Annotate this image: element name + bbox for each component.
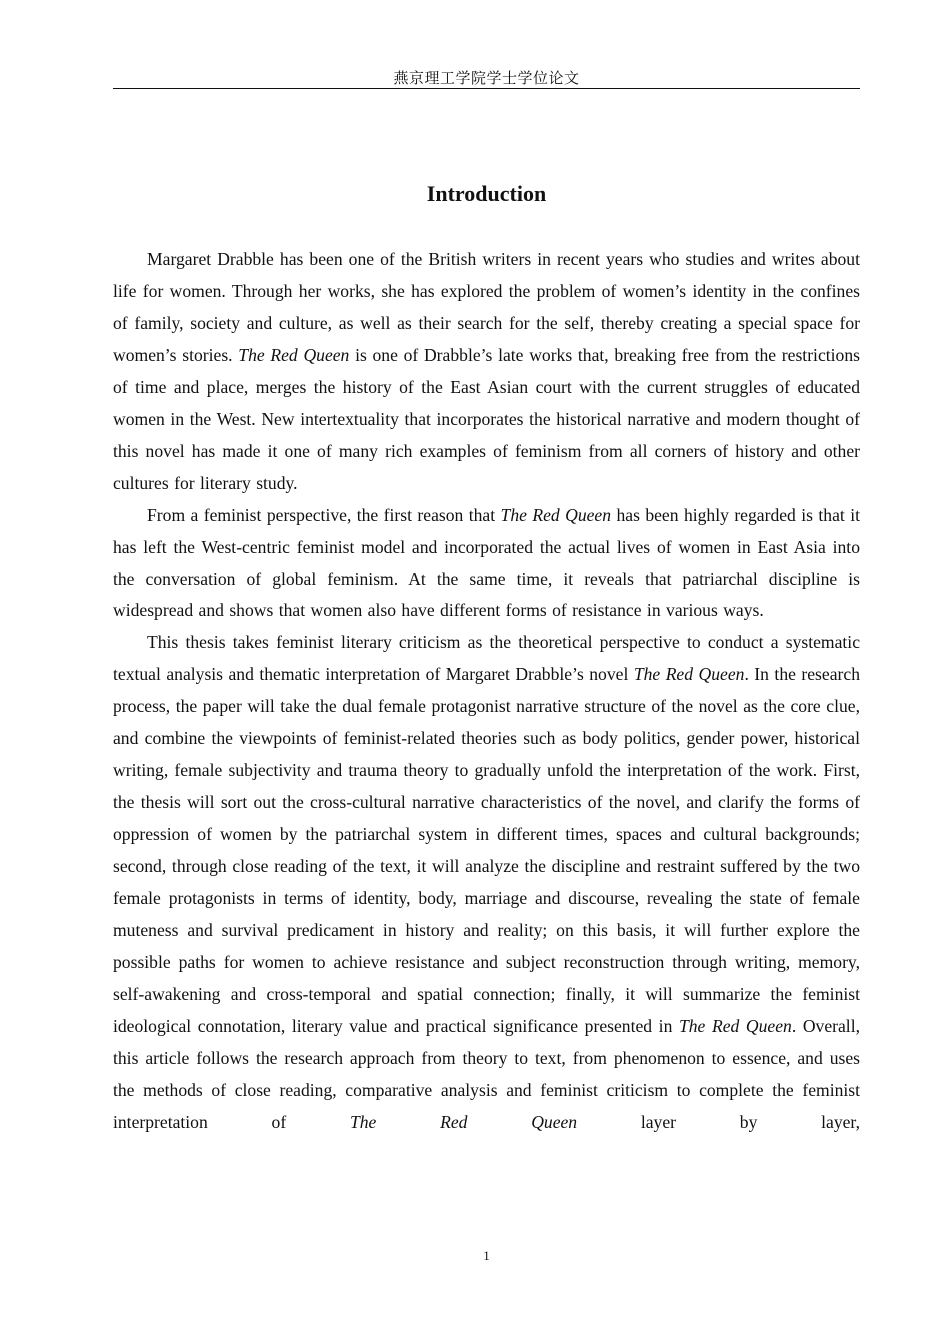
paragraph-1-text-1: Margaret Drabble has been one of the British writers in recent years who studies and writes about life for women. Through her works, she has explored the problem of women’s identity in the confines of family, society and culture, as well as their search for the self, thereby creating a special space for women’s stories. [113,249,860,365]
paragraph-3-text-3: . Overall, this article follows the research approach from theory to text, from phenomenon to essence, and uses the methods of close reading, comparative analysis and feminist criticism to complete the feminist interpretation of [113,1015,860,1132]
paragraph-2-text-1: From a feminist perspective, the first reason that [147,504,501,525]
paragraph-3 [113,627,860,1138]
paragraph-1-text-2: is one of Drabble’s late works that, breaking free from the restrictions of time and place, merges the history of the East Asian court with the current struggles of educated women in the West. New intertextuality that incorporates the historical narrative and modern thought of this novel has made it one of many rich examples of feminism from all corners of history and other cultures for literary study. [113,344,860,493]
paragraph-3-text-1: This thesis takes feminist literary criticism as the theoretical perspective to conduct a systematic textual analysis and thematic interpretation of Margaret Drabble’s novel [113,632,860,685]
header-rule [113,88,860,89]
paragraph-2 [113,500,860,628]
paragraph-3-text-4: layer by layer, [577,1111,860,1132]
book-title: The Red Queen [238,344,350,365]
section-title: Introduction [426,181,547,206]
paragraph-2-text-2: has been highly regarded is that it has left the West-centric feminist model and incorporated the actual lives of women in East Asia into the conversation of global feminism. At the same time, it reveals that patriarchal discipline is widespread and shows that women also have different forms of resistance in various ways. [113,504,860,621]
page-number: 1 [483,1248,490,1263]
body-text [113,244,860,1139]
paragraph-3-text-2: . In the research process, the paper will take the dual female protagonist narrative structure of the novel as the core clue, and combine the viewpoints of feminist-related theories such as body politics, gender power, historical writing, female subjectivity and trauma theory to gradually unfold the interpretation of the work. First, the thesis will sort out the cross-cultural narrative characteristics of the novel, and clarify the forms of oppression of women by the patriarchal system in different times, spaces and cultural backgrounds; second, through close reading of the text, it will analyze the discipline and restraint suffered by the two female protagonists in terms of identity, body, marriage and discourse, revealing the state of female muteness and survival predicament in history and reality; on this basis, it will further explore the possible paths for women to achieve resistance and subject reconstruction through writing, memory, self-awakening and cross-temporal and spatial connection; finally, it will summarize the feminist ideological connotation, literary value and practical significance presented in [113,664,860,1036]
book-title: The Red Queen [349,1111,578,1132]
book-title: The Red Queen [678,1015,792,1036]
book-title: The Red Queen [633,664,745,685]
book-title: The Red Queen [500,504,612,525]
paragraph-1 [113,244,860,500]
running-header: 燕京理工学院学士学位论文 [393,69,580,87]
